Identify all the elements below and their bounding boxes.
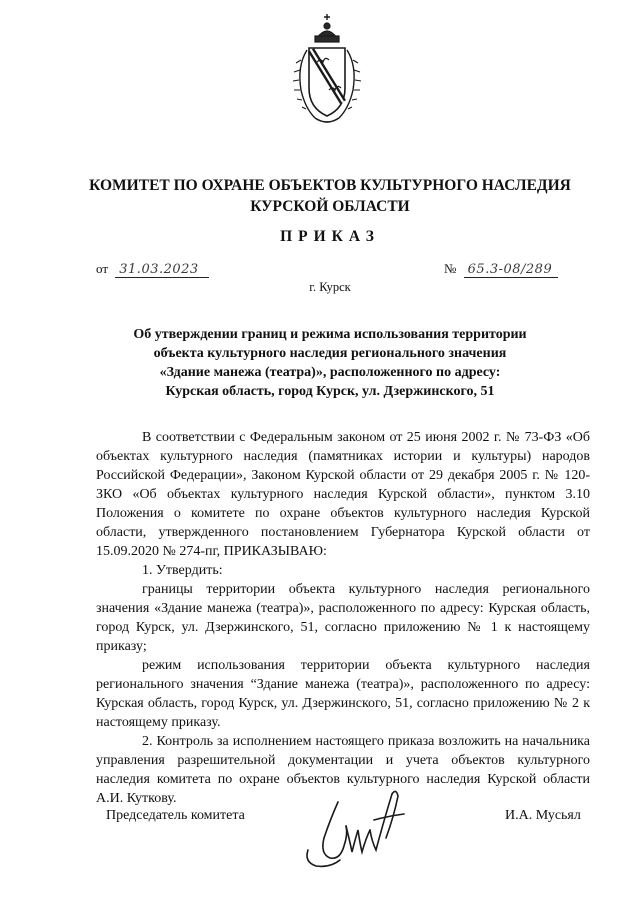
number-field [444, 261, 558, 278]
signatory-position: Председатель комитета [106, 808, 245, 823]
subject-line2: объекта культурного наследия регионального значения [153, 346, 507, 361]
item-1-a: границы территории объекта культурного наследия регионального значения «Здание манежа (театра)», расположенного по адресу: Курская область, город Курск, ул. Дзержинского, 51, согласно приложению № 1 к настоящему приказу; [96, 582, 590, 654]
date-prefix: от [96, 261, 109, 276]
subject-line1: Об утверждении границ и режима использования территории [133, 327, 527, 342]
order-subject [80, 325, 580, 401]
date-value: 31.03.2023 [115, 262, 208, 278]
subject-line4: Курская область, город Курск, ул. Дзержинского, 51 [165, 384, 495, 399]
document-type-title: ПРИКАЗ [280, 228, 380, 245]
date-field [96, 261, 209, 278]
coat-of-arms-emblem [287, 10, 367, 130]
agency-name-line2: КУРСКОЙ ОБЛАСТИ [250, 198, 410, 215]
number-value: 65.3-08/289 [464, 262, 559, 278]
item-2: 2. Контроль за исполнением настоящего приказа возложить на начальника управления разрешительной документации и учета объектов культурного наследия комитета по охране объектов культурного наследия Курской области А.И. Куткову. [96, 734, 590, 806]
signatory-name: И.А. Мусьял [505, 808, 581, 823]
item-1-b: режим использования территории объекта культурного наследия регионального значения “Здание манежа (театра)», расположенного по адресу: Курская область, город Курск, ул. Дзержинского, 51, согласно приложению № 2 к настоящему приказу. [96, 658, 590, 730]
city-line: г. Курск [309, 280, 351, 294]
subject-line3: «Здание манежа (театра)», расположенного по адресу: [159, 365, 501, 380]
agency-name [40, 175, 620, 217]
agency-name-line1: КОМИТЕТ ПО ОХРАНЕ ОБЪЕКТОВ КУЛЬТУРНОГО НАСЛЕДИЯ [89, 177, 571, 194]
preamble-paragraph: В соответствии с Федеральным законом от 25 июня 2002 г. № 73-ФЗ «Об объектах культурного наследия (памятниках истории и культуры) народов Российской Федерации», Законом Курской области от 29 декабря 2005 г. № 120-ЗКО «Об объектах культурного наследия Курской области», пунктом 3.10 Положения о комитете по охране объектов культурного наследия Курской области, утвержденного постановлением Губернатора Курской области от 15.09.2020 № 274-пг, ПРИКАЗЫВАЮ: [96, 430, 590, 559]
order-body [96, 428, 590, 808]
number-prefix: № [444, 261, 457, 276]
handwritten-signature [300, 780, 420, 875]
item-1: 1. Утвердить: [142, 563, 223, 578]
